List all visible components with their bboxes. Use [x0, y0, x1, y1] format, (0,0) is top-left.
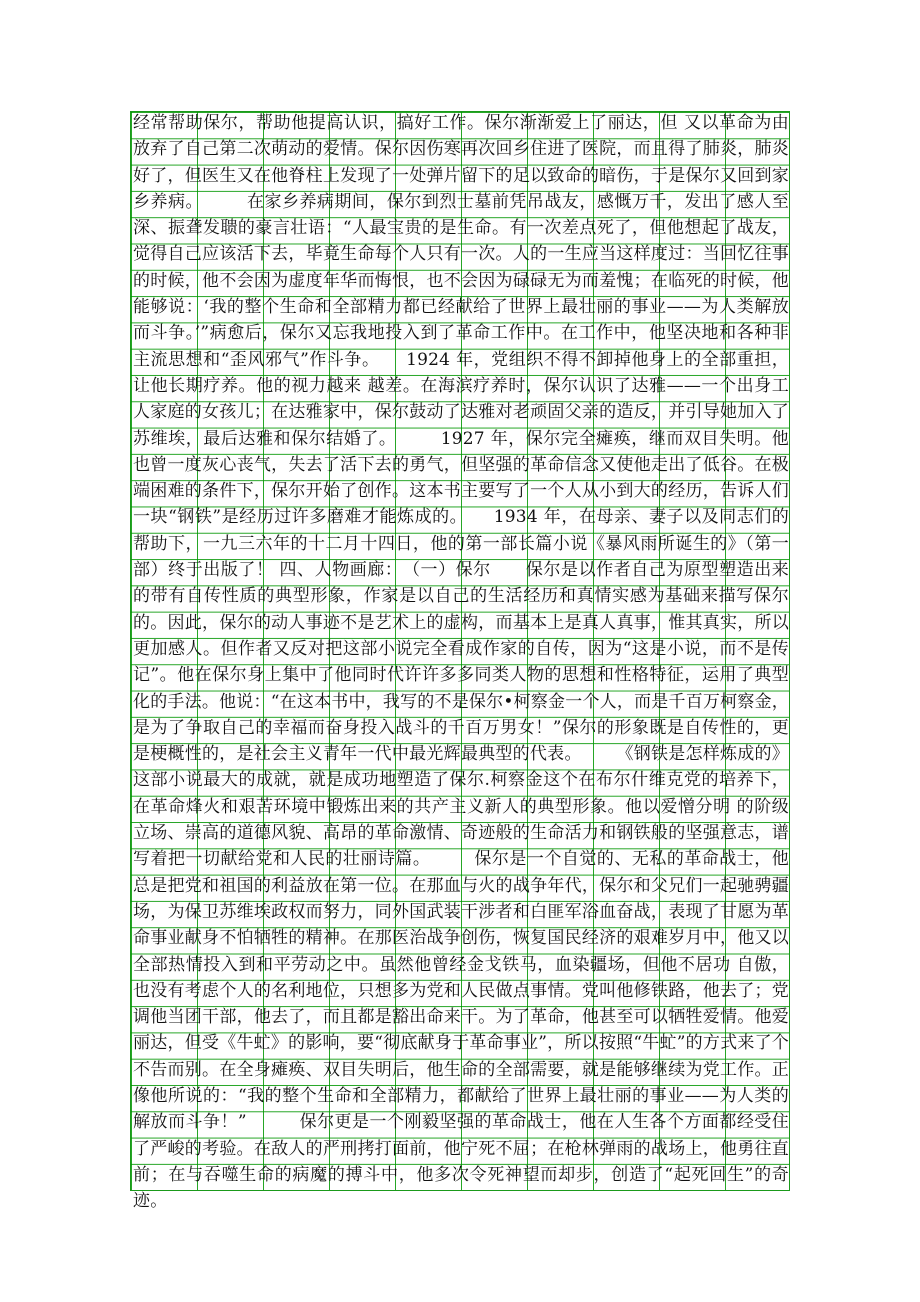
- grid-paper-page: [130, 111, 790, 1212]
- essay-body-text: 经常帮助保尔，帮助他提高认识，搞好工作。保尔渐渐爱上了丽达，但 又以革命为由放弃了自己第二次萌动的爱情。保尔因伤寒再次回乡住进了医院，而且得了肺炎，肺炎好了，但医生又在他脊柱上发现了一处弹片留下的足以致命的暗伤，于是保尔又回到家乡养病。 在家乡养病期间，保尔到烈士墓前凭吊战友，感慨万千，发出了感人至深、振聋发聩的豪言壮语：“人最宝贵的是生命。有一次差点死了，但他想起了战友，觉得自己应该活下去，毕竟生命每个人只有一次。人的一生应当这样度过：当回忆往事的时候，他不会因为虚度年华而悔恨，也不会因为碌碌无为而羞愧；在临死的时候，他能够说：‘我的整个生命和全部精力都已经献给了世界上最壮丽的事业——为人类解放而斗争。’”病愈后，保尔又忘我地投入到了革命工作中。在工作中，他坚决地和各种非主流思想和“歪风邪气”作斗争。 1924 年，党组织不得不卸掉他身上的全部重担，让他长期疗养。他的视力越来 越差。在海滨疗养时，保尔认识了达雅——一个出身工人家庭的女孩儿；在达雅家中，保尔鼓动了达雅对老顽固父亲的造反，并引导她加入了苏维埃，最后达雅和保尔结婚了。 1927 年，保尔完全瘫痪，继而双目失明。他也曾一度灰心丧气，失去了活下去的勇气，但坚强的革命信念又使他走出了低谷。在极端困难的条件下，保尔开始了创作。这本书主要写了一个人从小到大的经历，告诉人们一块“钢铁”是经历过许多磨难才能炼成的。 1934 年，在母亲、妻子以及同志们的帮助下，一九三六年的十二月十四日，他的第一部长篇小说《暴风雨所诞生的》（第一部）终于出版了！ 四、人物画廊： （一）保尔 保尔是以作者自己为原型塑造出来的带有自传性质的典型形象，作家是以自己的生活经历和真情实感为基础来描写保尔的。因此，保尔的动人事迹不是艺术上的虚构，而基本上是真人真事，惟其真实，所以更加感人。但作者又反对把这部小说完全看成作家的自传，因为“这是小说，而不是传记”。他在保尔身上集中了他同时代许许多多同类人物的思想和性格特征，运用了典型化的手法。他说：“在这本书中，我写的不是保尔•柯察金一个人，而是千百万柯察金，是为了争取自己的幸福而奋身投入战斗的千百万男女！”保尔的形象既是自传性的，更是梗概性的，是社会主义青年一代中最光辉最典型的代表。 《钢铁是怎样炼成的》这部小说最大的成就，就是成功地塑造了保尔.柯察金这个在布尔什维克党的培养下，在革命烽火和艰苦环境中锻炼出来的共产主义新人的典型形象。他以爱憎分明 的阶级立场、崇高的道德风貌、高昂的革命激情、奇迹般的生命活力和钢铁般的坚强意志，谱写着把一切献给党和人民的壮丽诗篇。 保尔是一个自觉的、无私的革命战士，他总是把党和祖国的利益放在第一位。在那血与火的战争年代，保尔和父兄们一起驰骋疆场，为保卫苏维埃政权而努力，同外国武装干涉者和白匪军浴血奋战，表现了甘愿为革命事业献身不怕牺牲的精神。在那医治战争创伤，恢复国民经济的艰难岁月中，他又以全部热情投入到和平劳动之中。虽然他曾经金戈铁马，血染疆场，但他不居功 自傲，也没有考虑个人的名利地位，只想多为党和人民做点事情。党叫他修铁路，他去了；党调他当团干部，他去了，而且都是豁出命来干。为了革命，他甚至可以牺牲爱情。他爱丽达，但受《牛虻》的影响，要“彻底献身于革命事业”，所以按照“牛虻”的方式来了个不告而别。在全身瘫痪、双目失明后，他生命的全部需要，就是能够继续为党工作。正像他所说的：“我的整个生命和全部精力，都献给了世界上最壮丽的事业——为人类的解放而斗争！” 保尔更是一个刚毅坚强的革命战士，他在人生各个方面都经受住了严峻的考验。在敌人的严刑拷打面前，他宁死不屈；在枪林弹雨的战场上，他勇往直前；在与吞噬生命的病魔的搏斗中，他多次令死神望而却步，创造了“起死回生”的奇迹。: [133, 113, 789, 1212]
